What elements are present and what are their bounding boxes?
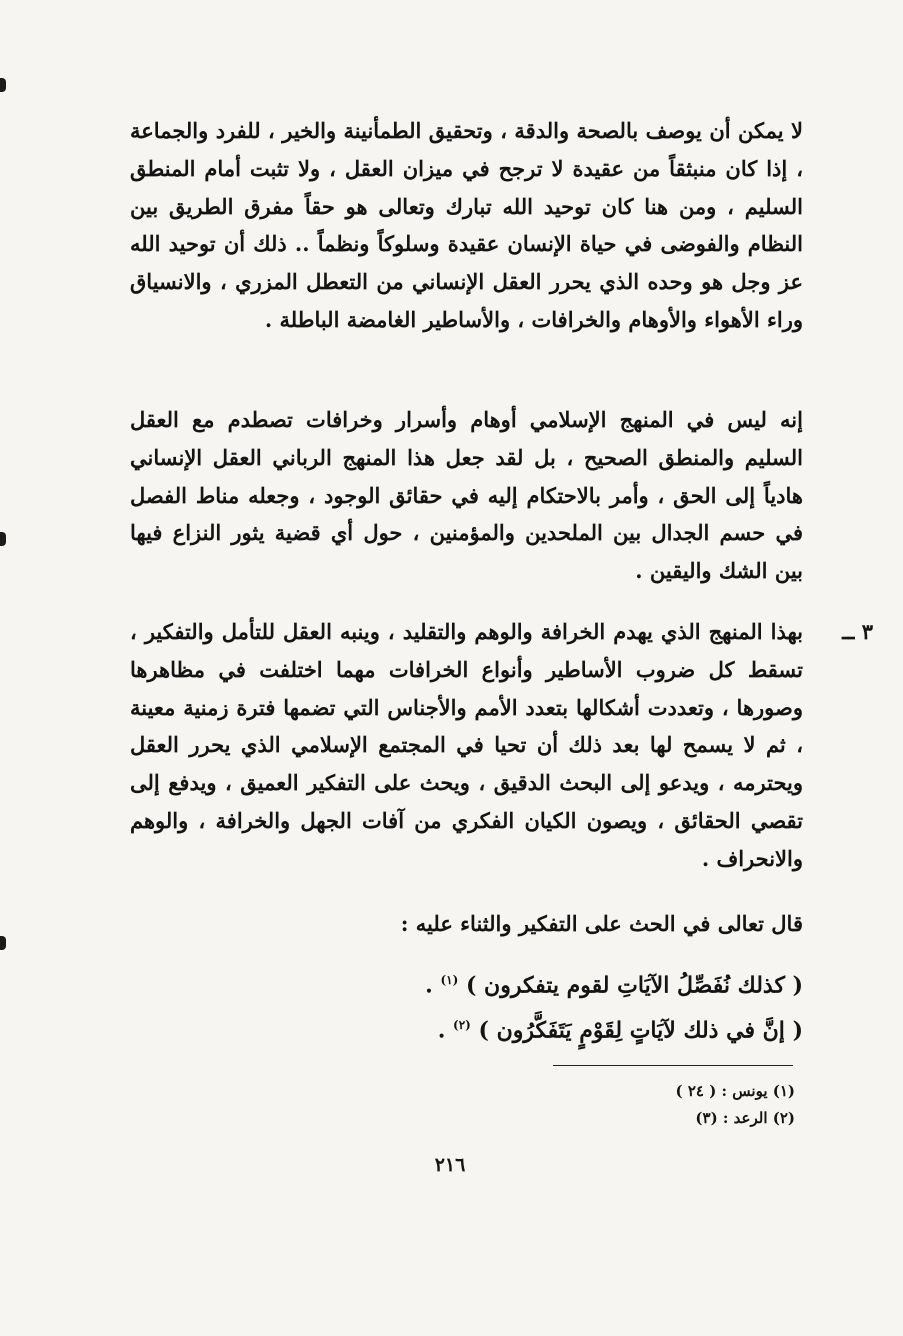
numbered-item-3 [130, 613, 873, 878]
item-3-text: بهذا المنهج الذي يهدم الخرافة والوهم والتقليد ، وينبه العقل للتأمل والتفكير ، تسقط كل ضروب الأساطير وأنواع الخرافات مهما اختلفت في مظاهرها وصورها ، وتعددت أشكالها بتعدد الأمم والأجناس التي تضمها فترة زمنية معينة ، ثم لا يسمح لها بعد ذلك أن تحيا في المجتمع الإسلامي الذي يحرر العقل ويحترمه ، ويدعو إلى البحث الدقيق ، ويحث على التفكير العميق ، ويدفع إلى تقصي الحقائق ، ويصون الكيان الفكري من آفات الجهل والخرافة ، والوهم والانحراف . [130, 619, 803, 871]
margin-ink-mark [0, 532, 6, 546]
footnote-ref-2: (٢) [453, 1018, 471, 1032]
paragraph-2-text: إنه ليس في المنهج الإسلامي أوهام وأسرار وخرافات تصطدم مع العقل السليم والمنطق الصحيح ، بل لقد جعل هذا المنهج الرباني العقل الإنساني هادياً إلى الحق ، وأمر بالاحتكام إليه في حقائق الوجود ، وجعله مناط الفصل في حسم الجدال بين الملحدين والمؤمنين ، حول أي قضية يثور النزاع فيها بين الشك واليقين . [130, 407, 803, 584]
paragraph-1-text: لا يمكن أن يوصف بالصحة والدقة ، وتحقيق الطمأنينة والخير ، للفرد والجماعة ، إذا كان منبثقاً من عقيدة لا ترجح في ميزان العقل ، ولا تثبت أمام المنطق السليم ، ومن هنا كان توحيد الله تبارك وتعالى هو حقاً مفرق الطريق بين النظام والفوضى في حياة الإنسان عقيدة وسلوكاً ونظماً .. ذلك أن توحيد الله عز وجل هو وحده الذي يحرر العقل الإنساني من التعطل المزري ، والانسياق وراء الأهواء والأوهام والخرافات ، والأساطير الغامضة الباطلة . [130, 118, 803, 332]
footnote-1: (١) يونس : ( ٢٤ ) [675, 1082, 795, 1100]
verse-1-text: ( كذلك نُفَصِّلُ الآيَاتِ لقوم يتفكرون ) [465, 972, 803, 999]
quran-verse-1 [130, 962, 803, 1005]
verse-2-end: . [437, 1017, 446, 1044]
footnote-2: (٢) الرعد : (٣) [695, 1109, 795, 1127]
quran-verse-2 [130, 1007, 803, 1050]
item-number: ٣ ــ [842, 619, 873, 644]
page-number: ٢١٦ [434, 1154, 466, 1176]
paragraph-2 [130, 401, 803, 590]
footnote-ref-1: (١) [440, 973, 459, 987]
margin-ink-mark [0, 78, 6, 92]
verse-1-end: . [425, 972, 433, 999]
footnotes [500, 1078, 795, 1132]
footnote-divider [553, 1065, 793, 1066]
verse-intro-text: قال تعالى في الحث على التفكير والثناء عليه : [400, 911, 803, 936]
verse-2-text: ( إنَّ في ذلك لآيَاتٍ لِقَوْمٍ يَتَفَكَّرُون ) [478, 1017, 803, 1044]
verse-intro [130, 905, 803, 943]
margin-ink-mark [0, 936, 6, 950]
paragraph-1 [130, 112, 803, 339]
